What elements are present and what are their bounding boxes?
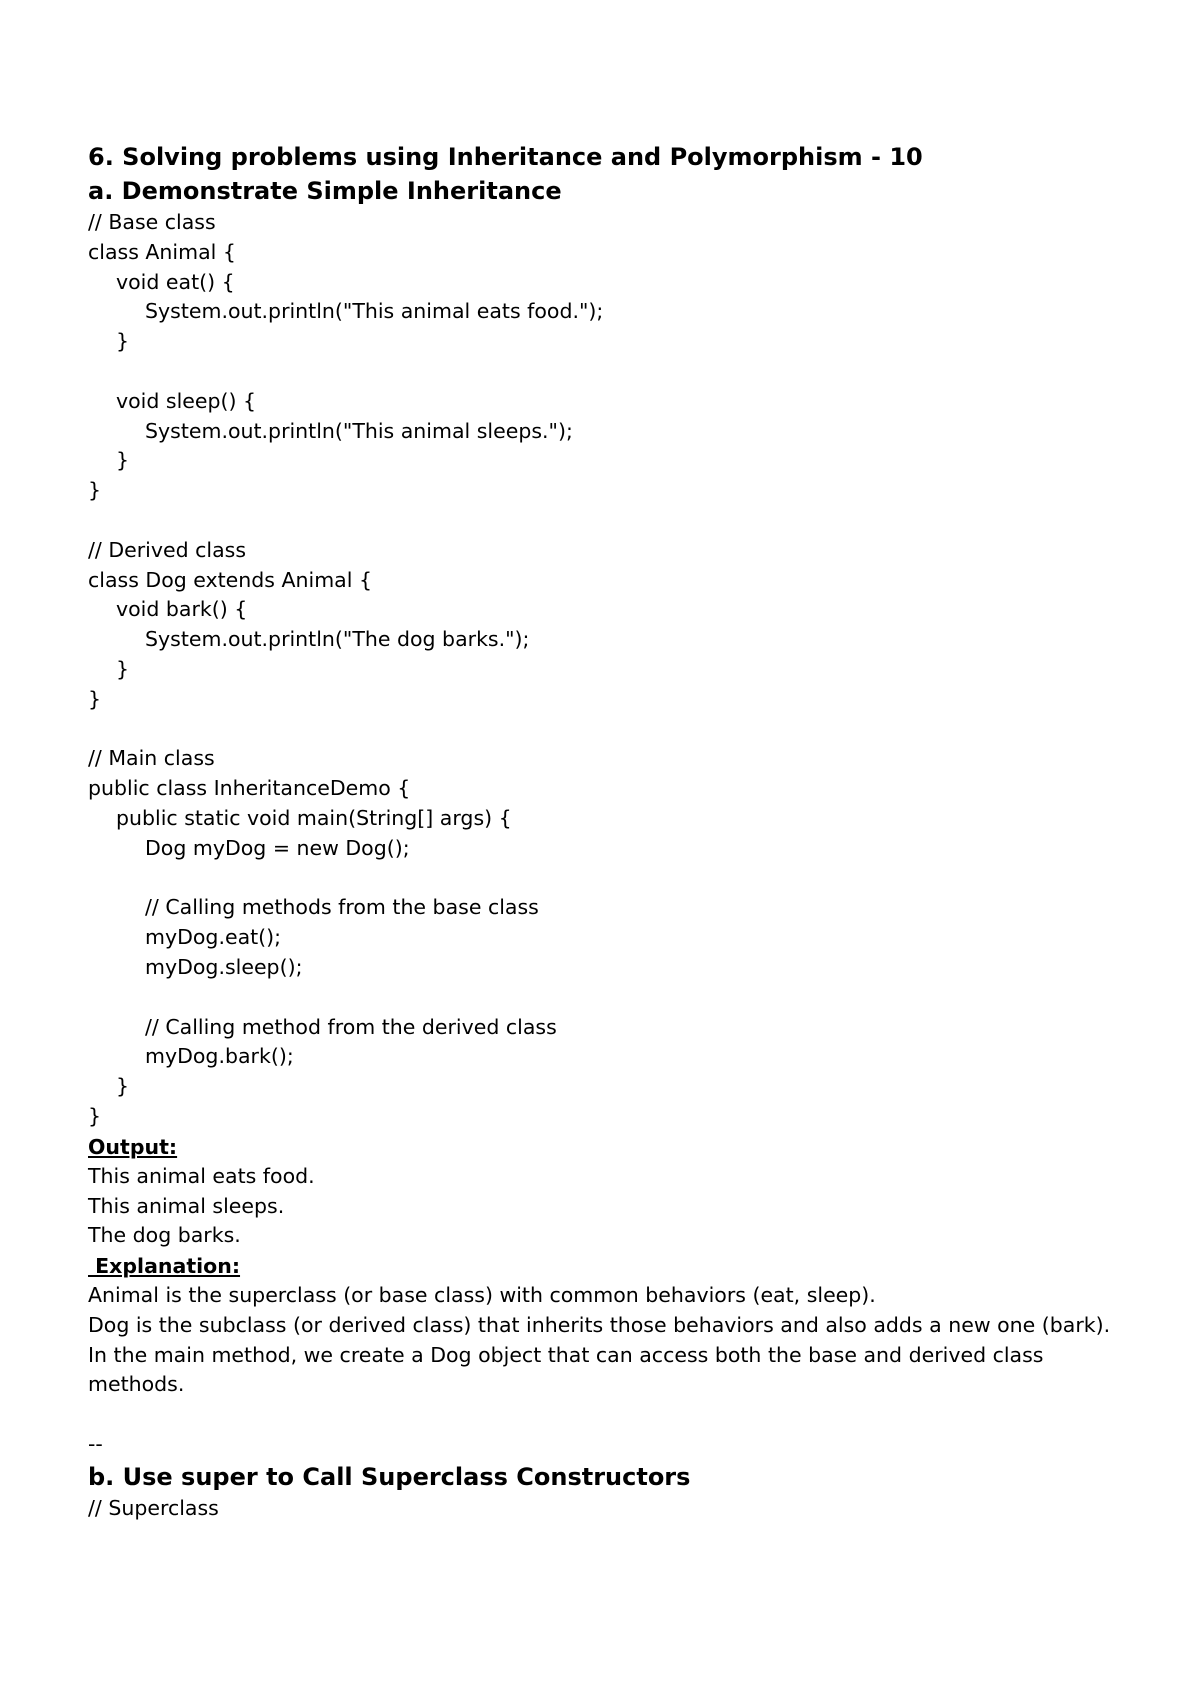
code-line: class Animal { [88, 239, 236, 264]
document-page [88, 140, 1128, 1524]
code-line: // Calling method from the derived class [145, 1014, 557, 1039]
code-line: System.out.println("This animal sleeps."); [145, 418, 573, 443]
subsection-b-title: b. Use super to Call Superclass Constructors [88, 1462, 691, 1491]
code-line: myDog.eat(); [145, 925, 282, 950]
blank-line [88, 864, 1128, 894]
blank-line [88, 715, 1128, 745]
code-line: myDog.bark(); [145, 1044, 294, 1069]
code-line: // Derived class [88, 537, 247, 562]
code-line: // Base class [88, 210, 216, 234]
code-line: } [116, 329, 130, 354]
code-line: void bark() { [116, 597, 248, 622]
code-line: myDog.sleep(); [145, 954, 303, 979]
code-line: // Main class [88, 746, 215, 771]
explanation-label: Explanation: [88, 1254, 241, 1279]
code-block-a [88, 208, 1128, 1132]
code-line: } [88, 478, 102, 503]
output-line: This animal eats food. [88, 1163, 315, 1188]
code-line: System.out.println("This animal eats food."); [145, 299, 604, 324]
code-line: // Superclass [88, 1495, 219, 1520]
output-line: The dog barks. [88, 1223, 241, 1248]
subsection-a-title: a. Demonstrate Simple Inheritance [88, 177, 562, 205]
explanation-paragraph: Animal is the superclass (or base class) with common behaviors (eat, sleep). [88, 1283, 876, 1308]
code-line: void eat() { [116, 269, 235, 294]
output-line: This animal sleeps. [88, 1193, 285, 1218]
code-line: } [88, 686, 102, 711]
separator: -- [88, 1432, 103, 1457]
explanation-block [88, 1281, 1128, 1400]
code-line: public class InheritanceDemo { [88, 776, 411, 801]
section-title: 6. Solving problems using Inheritance and Polymorphism - 10 [88, 143, 923, 171]
code-line: System.out.println("The dog barks."); [145, 627, 530, 652]
code-line: Dog myDog = new Dog(); [145, 835, 410, 860]
code-line: } [116, 656, 130, 681]
blank-line [88, 983, 1128, 1013]
code-line: } [116, 1074, 130, 1099]
blank-line [88, 1400, 1128, 1430]
code-line: void sleep() { [116, 388, 257, 413]
blank-line [88, 506, 1128, 536]
code-line: public static void main(String[] args) { [116, 805, 512, 830]
code-line: } [88, 1103, 102, 1128]
blank-line [88, 357, 1128, 387]
explanation-paragraph: Dog is the subclass (or derived class) that inherits those behaviors and also adds a new one (bark). [88, 1312, 1111, 1337]
explanation-paragraph: In the main method, we create a Dog object that can access both the base and derived class methods. [88, 1342, 1044, 1397]
output-label: Output: [88, 1134, 178, 1159]
code-line: class Dog extends Animal { [88, 567, 372, 592]
output-block [88, 1162, 1128, 1251]
code-line: // Calling methods from the base class [145, 895, 539, 920]
code-line: } [116, 448, 130, 473]
